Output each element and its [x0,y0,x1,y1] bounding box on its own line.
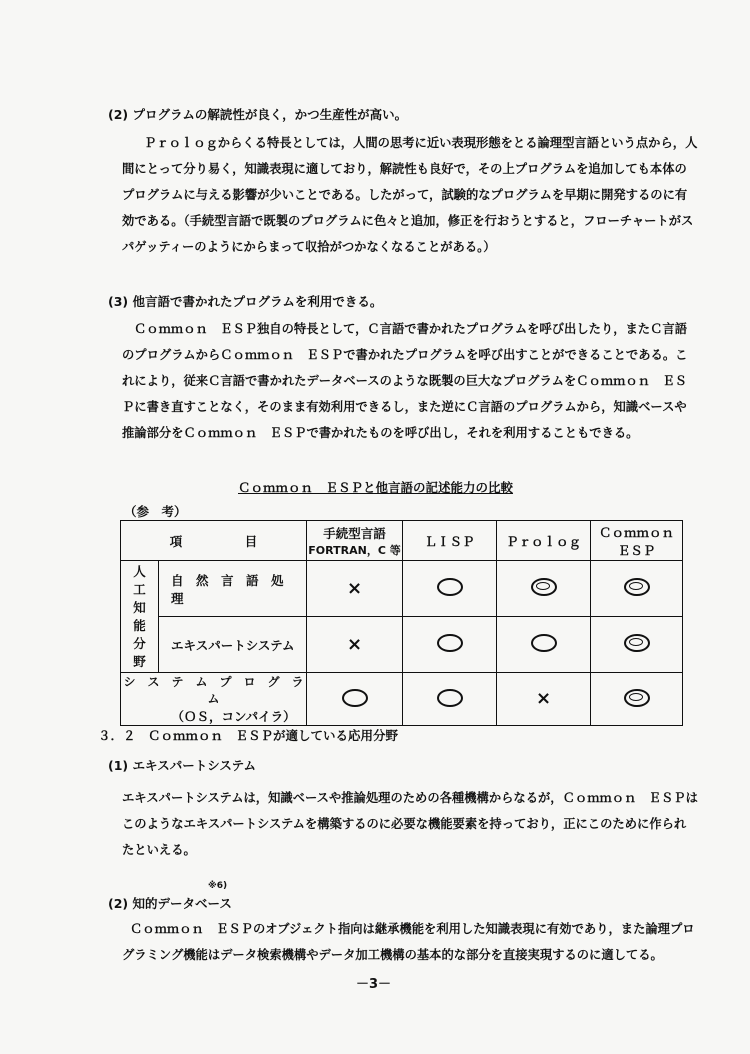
table-reference-note: （参 考） [124,504,187,519]
section-2-body: Ｐｒｏｌｏｇからくる特長としては，人間の思考に近い表現形態をとる論理型言語という点から，人間にとって分り易く，知識表現に適しており，解読性も良好で，その上プログラムを追加しても本体のプログラムに与える影響が少いことである。したがって，試験的なプログラムを早期に開発するのに有効である。（手続型言語で既製のプログラムに色々と追加，修正を行おうとすると，フローチャートがスパゲッティーのようにからまって収拾がつかなくなることがある。） [122,136,698,254]
cell-system-lisp [403,673,497,726]
section-2-heading: (2) プログラムの解読性が良く，かつ生産性が高い。 [108,107,408,122]
circle-icon [437,634,463,652]
double-circle-icon [531,578,557,596]
section-3-body: Ｃｏｍｍｏｎ ＥＳＰ独自の特長として，Ｃ言語で書かれたプログラムを呼び出したり，またＣ言語のプログラムからＣｏｍｍｏｎ ＥＳＰで書かれたプログラムを呼び出すことができることである。これにより，従来Ｃ言語で書かれたデータベースのような既製の巨大なプログラムをＣｏｍｍｏｎ ＥＳＰに書き直すことなく，そのまま有効利用できるし，また逆にＣ言語のプログラムから，知識ベースや推論部分をＣｏｍｍｏｎ ＥＳＰで書かれたものを呼び出し，それを利用することもできる。 [122,322,688,440]
subsection-2-heading: (2) 知的データベース [108,896,232,911]
cross-icon: × [346,633,363,655]
cell-nlp-prolog [497,561,591,617]
subsection-2-body: Ｃｏｍｍｏｎ ＥＳＰのオブジェクト指向は継承機能を利用した知識表現に有効であり，また論理プログラミング機能はデータ検索機構やデータ加工機構の基本的な部分を直接実現するのに適してる。 [122,922,695,962]
cell-expert-lisp [403,617,497,673]
table-row [121,561,683,617]
cell-system-prolog [497,673,591,726]
section-3-heading: (3) 他言語で書かれたプログラムを利用できる。 [108,294,383,309]
table-row [121,617,683,673]
cell-nlp-lisp [403,561,497,617]
double-circle-icon [624,634,650,652]
group-ai-label: 人工知能分野 [133,563,146,669]
cell-system-procedural [307,673,403,726]
subsection-1-heading: (1) エキスパートシステム [108,758,256,773]
circle-icon [437,578,463,596]
cell-expert-procedural [307,617,403,673]
double-circle-icon [624,578,650,596]
cross-icon: × [346,577,363,599]
cross-icon: × [535,688,552,709]
header-procedural [307,521,403,561]
cell-nlp-common [591,561,683,617]
row-label-expert: エキスパートシステム [159,617,307,673]
system-label-line1: シ ス テ ム プ ロ グ ラ ム [123,675,316,706]
table-caption: Ｃｏｍｍｏｎ ＥＳＰと他言語の記述能力の比較 [238,480,514,495]
system-label-line2: （ＯＳ，コンパイラ） [171,709,296,724]
comparison-table [120,520,683,726]
header-common-line1: Ｃｏｍｍｏｎ [599,524,675,540]
group-ai-cell [121,561,159,673]
header-lisp: ＬＩＳＰ [403,521,497,561]
circle-icon [531,634,557,652]
cell-nlp-procedural [307,561,403,617]
double-circle-icon [624,689,650,707]
header-procedural-line2: FORTRAN，C 等 [308,543,401,557]
circle-icon [437,689,463,707]
page-number: －3－ [356,977,392,992]
circle-icon [342,689,368,707]
table-header-row [121,521,683,561]
cell-expert-prolog [497,617,591,673]
table-row [121,673,683,726]
row-label-nlp: 自 然 言 語 処 理 [159,561,307,617]
header-common-esp [591,521,683,561]
header-procedural-line1: 手続型言語 [323,525,386,541]
section-3-2-heading: ３．２ Ｃｏｍｍｏｎ ＥＳＰが適している応用分野 [98,728,399,743]
header-item: 項 目 [121,521,307,561]
header-common-line2: ＥＳＰ [617,542,656,558]
cell-expert-common [591,617,683,673]
subsection-1-body: エキスパートシステムは，知識ベースや推論処理のための各種機構からなるが，Ｃｏｍｍｏｎ ＥＳＰはこのようなエキスパートシステムを構築するのに必要な機能要素を持っており，正にこのために作られたといえる。 [122,791,698,857]
footnote-marker: ※6) [208,881,228,891]
header-prolog: Ｐｒｏｌｏｇ [497,521,591,561]
cell-system-common [591,673,683,726]
row-label-system [121,673,316,726]
